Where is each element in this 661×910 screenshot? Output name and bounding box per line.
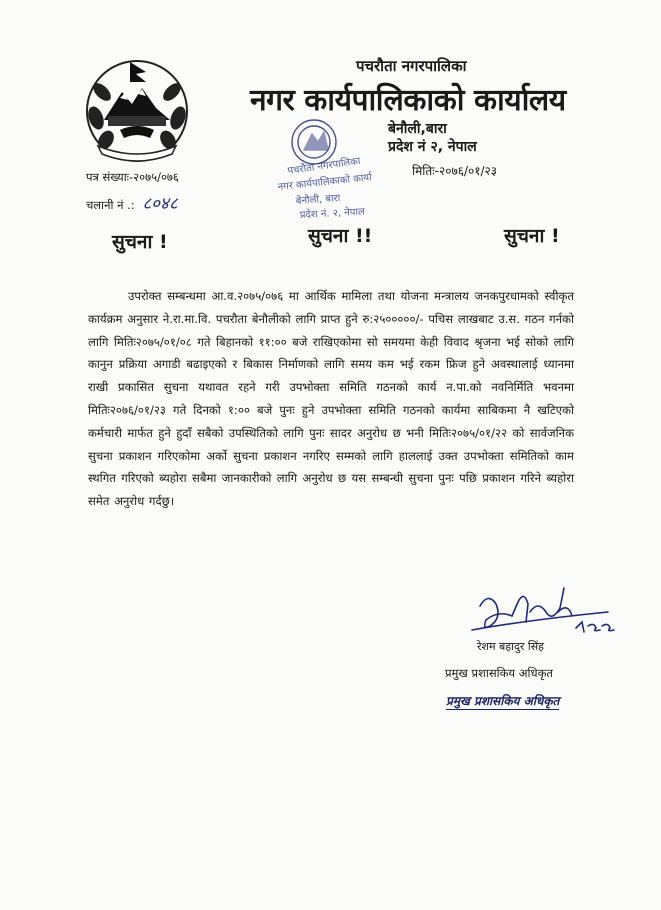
dispatch-number: ८०४८ bbox=[142, 194, 178, 214]
handwritten-signature-icon bbox=[468, 582, 618, 644]
municipality-name: पचरौता नगरपालिका bbox=[356, 57, 467, 75]
address-line1: बेनौली,बारा bbox=[388, 121, 447, 137]
nepal-emblem-icon bbox=[84, 58, 190, 164]
dispatch-label: चलानी नं .: bbox=[86, 198, 135, 212]
svg-text:प्रदेश नं. २, नेपाल: प्रदेश नं. २, नेपाल bbox=[299, 206, 366, 221]
notice-body: उपरोक्त सम्बन्धमा आ.व.२०७५/०७६ मा आर्थिक मामिला तथा योजना मन्त्रालय जनकपुरधामको स्वीकृत कार्यक्रम अनुसार ने.रा.मा.वि. पचरौता बेनौलीको लागि प्राप्त हुने रु:२५०००००/- पचिस लाखबाट उ.स. गठन गर्नको लागि मितिः२०७५/०१/०८ गते बिहानको ११:०० बजे राखिएकोमा सो समयमा केही विवाद श्रृजना भई सोको लागि कानुन प्रक्रिया अगाडी बढाइएको र बिकास निर्माणको लागि समय कम भई रकम फ्रिज हुने अवस्थालाई ध्यानमा राखी प्रकासित सुचना यथावत रहने गरी उपभोक्ता समिति गठनको कार्य न.पा.को नवनिर्मिति भवनमा मितिः२०७६/०१/२३ गते दिनको १:०० बजे पुनः हुने उपभोक्ता समिति गठनको कार्यमा साबिकमा नै खटिएको कर्मचारी मार्फत हुने हुदाँ सबैको उपस्थितिको लागि पुनः सादर अनुरोध छ भनी मितिः२०७५/०१/२२ को सार्वजनिक सुचना प्रकाशन गरिएकोमा अर्को सुचना प्रकाशन नगरिए सम्मको लागि हाललाई उक्त उपभोक्ता समितिको काम स्थगित गरिएको ब्यहोरा सबैमा जानकारीको लागि अनुरोध छ यस सम्बन्धी सुचना पुनः पछि प्रकाशन गरिने ब्यहोरा समेत अनुरोध गर्दछु। bbox=[88, 289, 574, 509]
svg-text:बेनौली, बारा: बेनौली, बारा bbox=[295, 192, 341, 207]
office-title: नगर कार्यपालिकाको कार्यालय bbox=[250, 83, 566, 118]
signer-title: प्रमुख प्रशासकिय अधिकृत bbox=[445, 666, 553, 680]
letter-number: पत्र संख्याः-२०७५/०७६ bbox=[86, 170, 179, 184]
svg-text:पचरौता नगरपालिका: पचरौता नगरपालिका bbox=[286, 155, 362, 177]
designation-seal: प्रमुख प्रशासकिय अधिकृत bbox=[446, 694, 560, 708]
svg-text:नगर कार्यपालिकाको कार्या: नगर कार्यपालिकाको कार्या bbox=[277, 172, 373, 193]
signer-name: रेशम बहादुर सिंह bbox=[477, 640, 544, 653]
office-stamp-icon bbox=[272, 112, 402, 222]
dispatch-number-row bbox=[86, 191, 178, 214]
address-line2: प्रदेश नं २, नेपाल bbox=[388, 139, 477, 155]
notice-heading-left: सुचना ! bbox=[112, 231, 168, 253]
notice-heading-right: सुचना ! bbox=[504, 225, 560, 247]
notice-heading-center: सुचना !! bbox=[308, 225, 373, 247]
letter-date: मितिः-२०७६/०१/२३ bbox=[412, 164, 497, 178]
